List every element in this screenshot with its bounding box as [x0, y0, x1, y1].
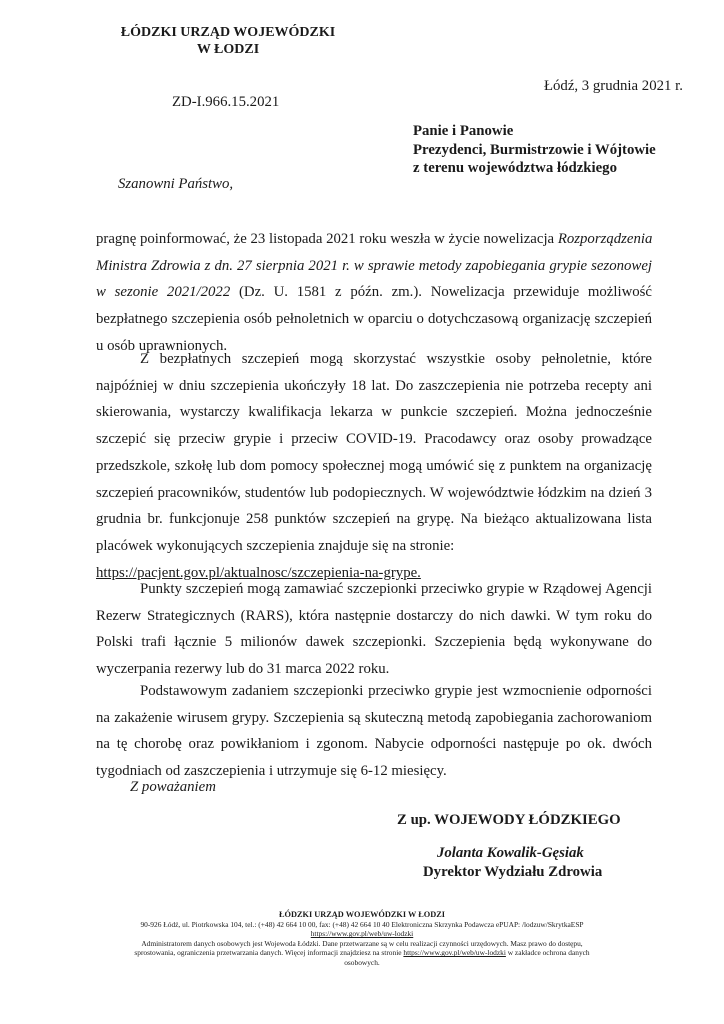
- paragraph-line: szczepień pracowników, studentów lub podopiecznych. W województwie łódzkim na dzień 3: [96, 484, 652, 501]
- paragraph-2: [96, 346, 652, 586]
- paragraph-line: Polski trafi łącznie 5 milionów dawek szczepionki. Szczepienia będą wykonywane do: [96, 634, 652, 651]
- footer-address: 90-926 Łódź, ul. Piotrkowska 104, tel.: (+48) 42 664 10 00, fax: (+48) 42 664 10 40 Elektroniczna Skrzynka Podawcza ePUAP: /lodzuw/SkrytkaESP: [140, 919, 584, 929]
- paragraph-line: wyczerpania rezerwy lub do 31 marca 2022 roku.: [96, 661, 390, 678]
- paragraph-line: grudnia br. funkcjonuje 258 punktów szczepień na grypę. Na bieżąco aktualizowana lista: [96, 511, 652, 528]
- paragraph-line: Z bezpłatnych szczepień mogą skorzystać wszystkie osoby pełnoletnie, które: [140, 351, 652, 367]
- footer-website-link[interactable]: https://www.gov.pl/web/uw-lodzki: [310, 929, 414, 939]
- signatory-title: Dyrektor Wydziału Zdrowia: [423, 864, 603, 880]
- paragraph-line: tygodniach od zaszczepienia i utrzymuje się 6-12 miesięcy.: [96, 763, 447, 780]
- reference-number: ZD-I.966.15.2021: [172, 94, 280, 110]
- footer-privacy-line-3: osobowych.: [344, 957, 380, 967]
- addressee-line-2: Prezydenci, Burmistrzowie i Wójtowie: [413, 141, 656, 158]
- institution-city: W ŁODZI: [196, 42, 260, 57]
- addressee-block: [413, 122, 656, 178]
- paragraph-line: skierowania, wystarczy kwalifikacja lekarza w punkcie szczepień. Można jednocześnie: [96, 404, 652, 421]
- signatory-name: Jolanta Kowalik-Gęsiak: [437, 845, 584, 861]
- paragraph-line: Ministra Zdrowia z dn. 27 sierpnia 2021 r. w sprawie metody zapobiegania grypie sezonowej: [96, 257, 652, 274]
- footer-privacy-link[interactable]: https://www.gov.pl/web/uw-lodzki: [403, 948, 506, 958]
- paragraph-line: placówek wykonujących szczepienia znajduje się na stronie:: [96, 537, 455, 554]
- paragraph-line: najpóźniej w dniu szczepienia ukończyły 18 lat. Do zaszczepienia nie potrzeba recepty ani: [96, 377, 652, 394]
- paragraph-line: Podstawowym zadaniem szczepionki przeciwko grypie jest wzmocnienie odporności: [140, 683, 652, 699]
- vaccination-points-link[interactable]: https://pacjent.gov.pl/aktualnosc/szczepienia-na-grype.: [96, 564, 421, 581]
- paragraph-4: [96, 678, 652, 785]
- paragraph-line: na tę chorobę oraz powikłaniom i zgonom. Nabycie odporności następuje po ok. dwóch: [96, 736, 652, 753]
- institution-name: ŁÓDZKI URZĄD WOJEWÓDZKI: [120, 25, 336, 40]
- paragraph-line: w sezonie 2021/2022 (Dz. U. 1581 z późn. zm.). Nowelizacja przewiduje możliwość: [96, 284, 652, 301]
- paragraph-line: Punkty szczepień mogą zamawiać szczepionki przeciwko grypie w Rządowej Agencji: [140, 581, 652, 597]
- institution-header: [108, 24, 348, 58]
- place-date: Łódź, 3 grudnia 2021 r.: [544, 78, 683, 94]
- salutation: Szanowni Państwo,: [118, 176, 234, 192]
- footer-privacy-line-1: Administratorem danych osobowych jest Wojewoda Łódzki. Dane przetwarzane są w celu realizacji czynności urzędowych. Masz prawo do dostępu,: [141, 938, 583, 948]
- paragraph-line: bezpłatnego szczepienia osób pełnoletnich w oparciu o dotychczasową organizację szczepień: [96, 311, 652, 328]
- closing: Z poważaniem: [130, 779, 216, 795]
- paragraph-1: [96, 226, 652, 360]
- paragraph-line: na zakażenie wirusem grypy. Szczepienia są skuteczną metodą zapobiegania zachorowaniom: [96, 709, 652, 726]
- footer-privacy-line-2: sprostowania, ograniczenia przetwarzania danych. Więcej informacji znajdziesz na stronie https://www.gov.pl/web/uw-lodzki w zakładce ochrona danych: [134, 948, 590, 958]
- addressee-line-3: z terenu województwa łódzkiego: [413, 160, 617, 176]
- paragraph-line: pragnę poinformować, że 23 listopada 2021 roku weszła w życie nowelizacja Rozporządzenia: [96, 231, 653, 247]
- paragraph-line: Rezerw Strategicznych (RARS), która następnie dostarczy do nich dawki. W tym roku do: [96, 607, 652, 624]
- signature-authority: Z up. WOJEWODY ŁÓDZKIEGO: [397, 812, 621, 828]
- addressee-line-1: Panie i Panowie: [413, 123, 514, 139]
- footer: [60, 910, 664, 968]
- paragraph-3: [96, 576, 652, 683]
- paragraph-line: u osób uprawnionych.: [96, 337, 228, 354]
- footer-title: ŁÓDZKI URZĄD WOJEWÓDZKI W ŁODZI: [279, 910, 445, 919]
- paragraph-line: przedszkole, szkołę lub dom pomocy społecznej mogą umówić się z punktem na organizację: [96, 457, 652, 474]
- paragraph-line: szczepić się przeciw grypie i przeciw COVID-19. Pracodawcy oraz osoby prowadzące: [96, 431, 652, 448]
